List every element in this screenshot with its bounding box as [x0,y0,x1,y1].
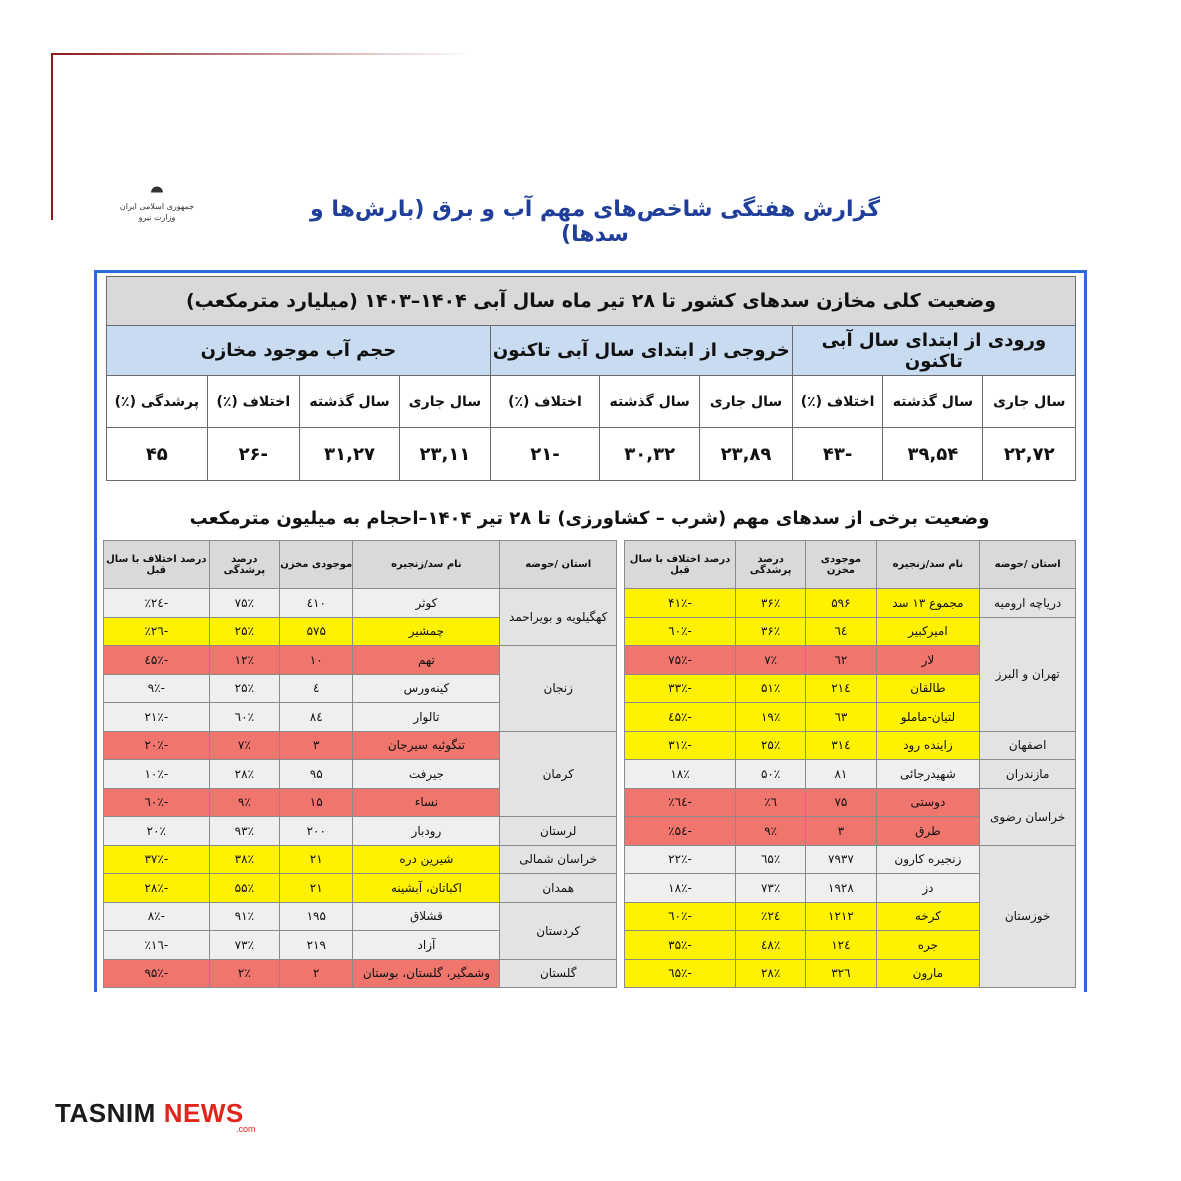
dam-fill: ٤۸٪ [736,931,806,960]
dam-fill: ۳۶٪ [736,589,806,618]
logo-domain: .com [236,1124,256,1134]
dam-fill: ۹٪ [736,817,806,846]
dam-fill: ۲۸٪ [209,760,279,789]
dam-storage: ۵۷۵ [280,617,353,646]
province-cell: خوزستان [980,845,1076,988]
emblem-line-2: وزارت نیرو [138,213,176,222]
province-cell: اصفهان [980,731,1076,760]
subheader: اختلاف (٪) [207,376,299,428]
header-province: استان /حوضه [980,541,1076,589]
group-inflow: ورودی از ابتدای سال آبی تاکنون [792,326,1075,376]
dams-table-right [624,540,1076,988]
table-row [104,589,617,618]
dam-storage: ۲ [280,959,353,988]
summary-title: وضعیت کلی مخازن سدهای کشور تا ۲۸ تیر ماه سال آبی ۱۴۰۴–۱۴۰۳ (میلیارد مترمکعب) [107,277,1076,326]
value-cell: ۲۳,۱۱ [400,428,491,481]
table-row [625,617,1076,646]
dam-name: جیرفت [353,760,500,789]
dam-name: کوثر [353,589,500,618]
table-row [104,646,617,675]
dam-storage: ۹۵ [280,760,353,789]
dam-fill: ۳۸٪ [209,845,279,874]
dam-name: نساء [353,788,500,817]
value-cell: -۲۱ [490,428,599,481]
subheader: سال گذشته [300,376,400,428]
dam-diff: -٤۵٪ [625,703,736,732]
dam-diff: -۷۵٪ [625,646,736,675]
dam-diff: -٦۰٪ [625,902,736,931]
dam-fill: ۹۳٪ [209,817,279,846]
dam-name: دوستی [876,788,980,817]
province-cell: تهران و البرز [980,617,1076,731]
dam-name: امیرکبیر [876,617,980,646]
dam-storage: ٦٤ [806,617,876,646]
header-storage: موجودی مخزن [280,541,353,589]
value-cell: ۳۰,۳۲ [600,428,700,481]
dam-name: مارون [876,959,980,988]
dam-name: شهیدرجائی [876,760,980,789]
province-cell: خراسان رضوی [980,788,1076,845]
logo-text-tasnim: TASNIM [55,1098,156,1128]
dam-diff: -۴۱٪ [625,589,736,618]
dam-diff: -۳۵٪ [625,931,736,960]
dam-diff: -٦۰٪ [625,617,736,646]
subheader: اختلاف (٪) [490,376,599,428]
dam-storage: ۲۰۰ [280,817,353,846]
dam-name: قشلاق [353,902,500,931]
header-province: استان /حوضه [500,541,617,589]
province-cell: کهگیلویه و بویراحمد [500,589,617,646]
dam-name: رودبار [353,817,500,846]
dam-fill: ۵۵٪ [209,874,279,903]
dam-name: زنجیره کارون [876,845,980,874]
dam-storage: ۳۲٦ [806,959,876,988]
dam-storage: ۷۵ [806,788,876,817]
dam-diff: -۳۷٪ [104,845,210,874]
dam-storage: ۳ [806,817,876,846]
subheader: سال جاری [400,376,491,428]
tasnim-news-logo [55,1098,244,1129]
emblem-bird-icon: ⯊ [150,183,164,202]
dam-fill: ۵۱٪ [736,674,806,703]
table-row [104,845,617,874]
dam-storage: ۱۹۵ [280,902,353,931]
header-storage: موجودی مخزن [806,541,876,589]
province-cell: همدان [500,874,617,903]
dam-storage: ٦۳ [806,703,876,732]
dam-diff: -۲٤٪ [104,589,210,618]
province-cell: مازندران [980,760,1076,789]
table-divider [617,540,624,992]
dam-diff: -۵٤٪ [625,817,736,846]
dam-diff: -۳۳٪ [625,674,736,703]
dam-diff: ۱۸٪ [625,760,736,789]
dam-fill: ۷۳٪ [209,931,279,960]
dam-storage: ۳ [280,731,353,760]
table-row [625,845,1076,874]
dam-diff: -۱٦٪ [104,931,210,960]
summary-table [106,276,1076,481]
dam-fill: ۳۶٪ [736,617,806,646]
dam-fill: ۷۳٪ [736,874,806,903]
province-cell: گلستان [500,959,617,988]
header-fill: درصد پرشدگی [209,541,279,589]
dam-fill: ۲٤٪ [736,902,806,931]
frame-accent-horizontal [51,53,473,55]
dam-fill: ۲۵٪ [209,674,279,703]
value-cell: ۲۲,۷۲ [983,428,1076,481]
table-row [625,760,1076,789]
dam-storage: ۸٤ [280,703,353,732]
dam-storage: ۲۱٤ [806,674,876,703]
dam-diff: -۱۰٪ [104,760,210,789]
dam-fill: ۱۹٪ [736,703,806,732]
dam-fill: ۲٪ [209,959,279,988]
province-cell: خراسان شمالی [500,845,617,874]
dam-fill: ۲۵٪ [209,617,279,646]
dam-storage: ۵۹۶ [806,589,876,618]
value-cell: ۳۹,۵۴ [883,428,983,481]
dam-storage: ۲۱۹ [280,931,353,960]
dam-storage: ۲۱ [280,874,353,903]
dam-name: وشمگیر، گلستان، بوستان [353,959,500,988]
group-outflow: خروجی از ابتدای سال آبی تاکنون [490,326,792,376]
dam-name: طرق [876,817,980,846]
dam-fill: ٦٪ [736,788,806,817]
dam-name: دز [876,874,980,903]
value-cell: ۲۳,۸۹ [700,428,793,481]
dam-storage: ۷۹۳۷ [806,845,876,874]
table-row [104,959,617,988]
dams-table-left [103,540,617,988]
logo-text-news: NEWS [163,1098,244,1128]
dam-diff: -۲۸٪ [104,874,210,903]
subheader: سال گذشته [600,376,700,428]
dam-name: تهم [353,646,500,675]
province-cell: کردستان [500,902,617,959]
dam-fill: ٦۰٪ [209,703,279,732]
dam-diff: -۳۱٪ [625,731,736,760]
dam-diff: -۸٪ [104,902,210,931]
dam-fill: ٦۵٪ [736,845,806,874]
dam-diff: -٤۵٪ [104,646,210,675]
value-cell: ۴۵ [107,428,208,481]
dam-storage: ٤۱۰ [280,589,353,618]
subheader: سال جاری [983,376,1076,428]
dam-diff: -۲٦٪ [104,617,210,646]
dam-storage: ٦۲ [806,646,876,675]
dam-name: لار [876,646,980,675]
province-cell: زنجان [500,646,617,732]
dam-diff: ۲۰٪ [104,817,210,846]
dam-name: لتیان-ماملو [876,703,980,732]
dam-name: زاینده رود [876,731,980,760]
dam-fill: ۱۲٪ [209,646,279,675]
dam-name: چمشیر [353,617,500,646]
dam-diff: -۱۸٪ [625,874,736,903]
dam-storage: ۲۱ [280,845,353,874]
emblem-line-1: جمهوری اسلامی ایران [119,202,195,211]
header-diff: درصد اختلاف با سال قبل [625,541,736,589]
dam-storage: ۱۹۲۸ [806,874,876,903]
dam-name: شیرین دره [353,845,500,874]
table-row [625,589,1076,618]
dam-name: کرخه [876,902,980,931]
table-row [104,874,617,903]
dam-storage: ۱۰ [280,646,353,675]
subheader: سال گذشته [883,376,983,428]
dam-diff: -۹۵٪ [104,959,210,988]
value-cell: -۴۳ [792,428,883,481]
group-storage: حجم آب موجود مخازن [107,326,491,376]
table-row [625,788,1076,817]
subheader: پرشدگی (٪) [107,376,208,428]
province-cell: کرمان [500,731,617,817]
dam-diff: -۹٪ [104,674,210,703]
header-fill: درصد پرشدگی [736,541,806,589]
report-title: گزارش هفتگی شاخص‌های مهم آب و برق (بارش‌ها و سدها) [309,197,880,247]
province-cell: دریاچه ارومیه [980,589,1076,618]
dam-storage: ۱۲٤ [806,931,876,960]
dam-name: کینه‌ورس [353,674,500,703]
dam-name: طالقان [876,674,980,703]
table-row [625,731,1076,760]
dam-fill: ۲۸٪ [736,959,806,988]
frame-accent-vertical [51,53,53,220]
dam-fill: ۹۱٪ [209,902,279,931]
value-cell: ۳۱,۲۷ [300,428,400,481]
province-cell: لرستان [500,817,617,846]
dam-diff: -۲۲٪ [625,845,736,874]
dam-fill: ۷٪ [209,731,279,760]
dam-diff: -٦٤٪ [625,788,736,817]
dam-name: اکباتان، آبشینه [353,874,500,903]
dam-name: تالوار [353,703,500,732]
header-diff: درصد اختلاف با سال قبل [104,541,210,589]
subheader: اختلاف (٪) [792,376,883,428]
dam-storage: ٤ [280,674,353,703]
table-row [104,902,617,931]
dams-title: وضعیت برخی از سدهای مهم (شرب – کشاورزی) تا ۲۸ تیر ۱۴۰۴–احجام به میلیون مترمکعب [103,500,1076,538]
dam-name: تنگوئیه سیرجان [353,731,500,760]
dam-fill: ۷۵٪ [209,589,279,618]
table-row [104,731,617,760]
dam-name: آزاد [353,931,500,960]
dam-diff: -۲۱٪ [104,703,210,732]
dam-diff: -٦۰٪ [104,788,210,817]
dam-fill: ۷٪ [736,646,806,675]
dam-storage: ۱۲۱۲ [806,902,876,931]
dam-fill: ۹٪ [209,788,279,817]
dam-diff: -۲۰٪ [104,731,210,760]
dam-storage: ۸۱ [806,760,876,789]
dam-storage: ۱۵ [280,788,353,817]
dam-fill: ۲۵٪ [736,731,806,760]
dam-storage: ۳۱٤ [806,731,876,760]
table-row [104,817,617,846]
header-dam-name: نام سد/زنجیره [353,541,500,589]
dam-name: مجموع ۱۳ سد [876,589,980,618]
dam-fill: ۵۰٪ [736,760,806,789]
dam-name: جره [876,931,980,960]
header-dam-name: نام سد/زنجیره [876,541,980,589]
subheader: سال جاری [700,376,793,428]
value-cell: -۲۶ [207,428,299,481]
ministry-emblem [112,185,202,235]
dam-diff: -٦۵٪ [625,959,736,988]
